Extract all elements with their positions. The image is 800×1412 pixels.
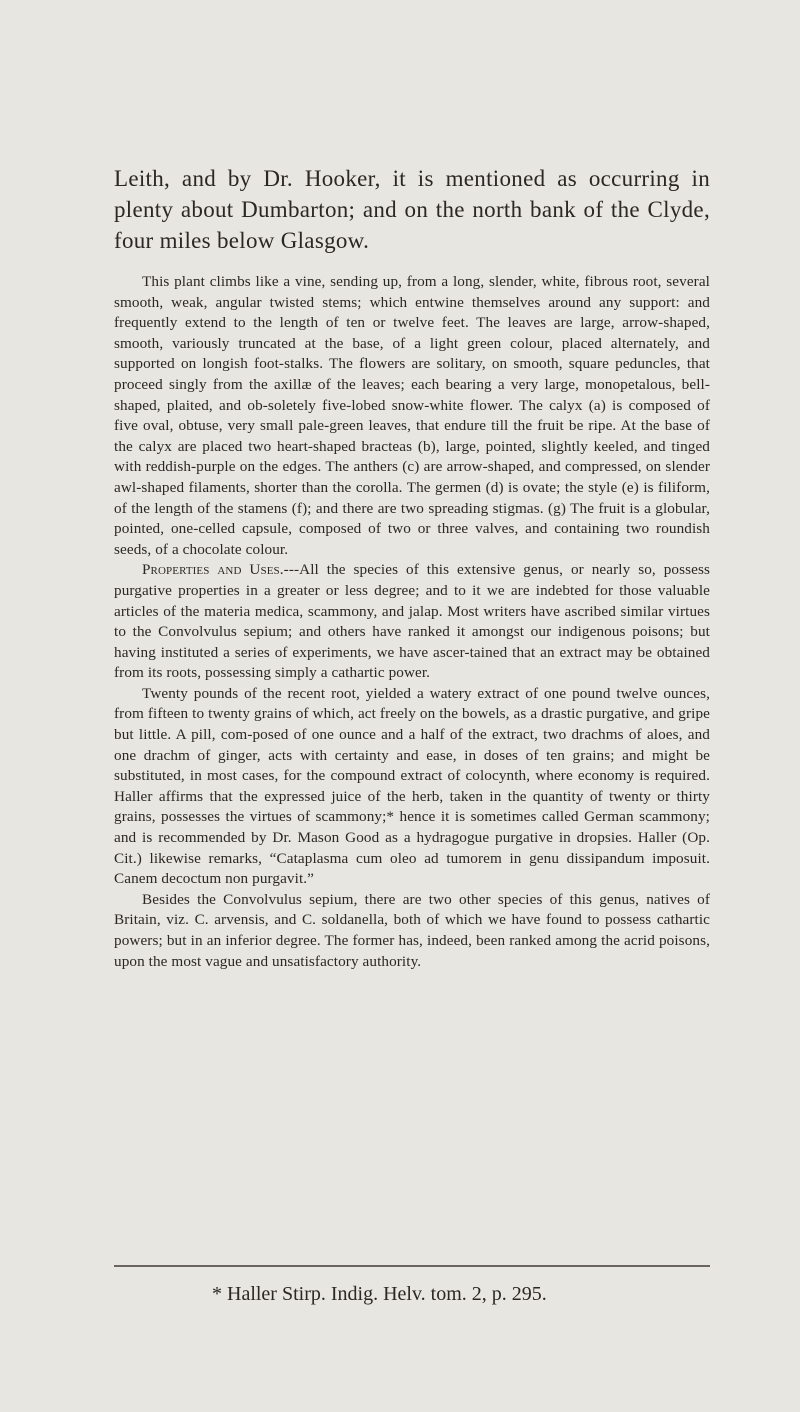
species-paragraph: Besides the Convolvulus sepium, there are two other species of this genus, natives of Britain, viz. C. arvensis, and C. soldanella, both of which we have found to possess cathartic powers; but in an inferior degree. The former has, indeed, been ranked among the acrid poisons, upon the most vague and unsatisfactory authority. [114, 890, 710, 970]
properties-text: ---All the species of this extensive genus, or nearly so, possess purgative properties in a greater or less degree; and to it we are indebted for those valuable articles of the materia medica, scammony, and jalap. Most writers have ascribed similar virtues to the Convolvulus sepium; and others have ranked it amongst our indigenous poisons; but having instituted a series of experiments, we have ascer-tained that an extract may be obtained from its roots, possessing simply a cathartic power. [114, 561, 710, 682]
opening-paragraph: Leith, and by Dr. Hooker, it is mentioned as occurring in plenty about Dumbarton; and on the north bank of the Clyde, four miles below Glasgow. [114, 166, 710, 253]
properties-paragraph [114, 560, 710, 684]
description-paragraph: This plant climbs like a vine, sending up, from a long, slender, white, fibrous root, several smooth, weak, angular twisted stems; which entwine themselves around any support: and frequently extend to the length of ten or twelve feet. The leaves are large, arrow-shaped, smooth, variously truncated at the base, of a light green colour, placed alternately, and supported on longish foot-stalks. The flowers are solitary, on smooth, square peduncles, that proceed singly from the axillæ of the leaves; each bearing a very large, monopetalous, bell-shaped, plaited, and ob-soletely five-lobed snow-white flower. The calyx (a) is composed of five oval, obtuse, very small pale-green leaves, that endure till the fruit be ripe. At the base of the calyx are placed two heart-shaped bracteas (b), large, pointed, slightly keeled, and tinged with reddish-purple on the edges. The anthers (c) are arrow-shaped, and compressed, on slender awl-shaped filaments, shorter than the corolla. The germen (d) is ovate; the style (e) is filiform, of the length of the stamens (f); and there are two spreading stigmas. (g) The fruit is a globular, pointed, one-celled capsule, composed of two or three valves, and containing two roundish seeds, of a chocolate colour. [114, 273, 710, 558]
body-text [114, 163, 710, 972]
extract-paragraph: Twenty pounds of the recent root, yielded a watery extract of one pound twelve ounces, from fifteen to twenty grains of which, act freely on the bowels, as a drastic purgative, and gripe but little. A pill, com-posed of one ounce and a half of the extract, two drachms of aloes, and one drachm of ginger, acts with certainty and ease, in doses of ten grains; and might be substituted, in most cases, for the compound extract of colocynth, where economy is required. Haller affirms that the expressed juice of the herb, taken in the quantity of twenty or thirty grains, possesses the virtues of scammony;* hence it is sometimes called German scammony; and is recommended by Dr. Mason Good as a hydragogue purgative in dropsies. Haller (Op. Cit.) likewise remarks, “Cataplasma cum oleo ad tumorem in genu dissipandum imposuit. Canem decoctum non purgavit.” [114, 684, 710, 888]
properties-heading: Properties and Uses. [142, 561, 284, 579]
footnote-divider [114, 1265, 710, 1267]
footnote: * Haller Stirp. Indig. Helv. tom. 2, p. 295. [212, 1283, 547, 1305]
